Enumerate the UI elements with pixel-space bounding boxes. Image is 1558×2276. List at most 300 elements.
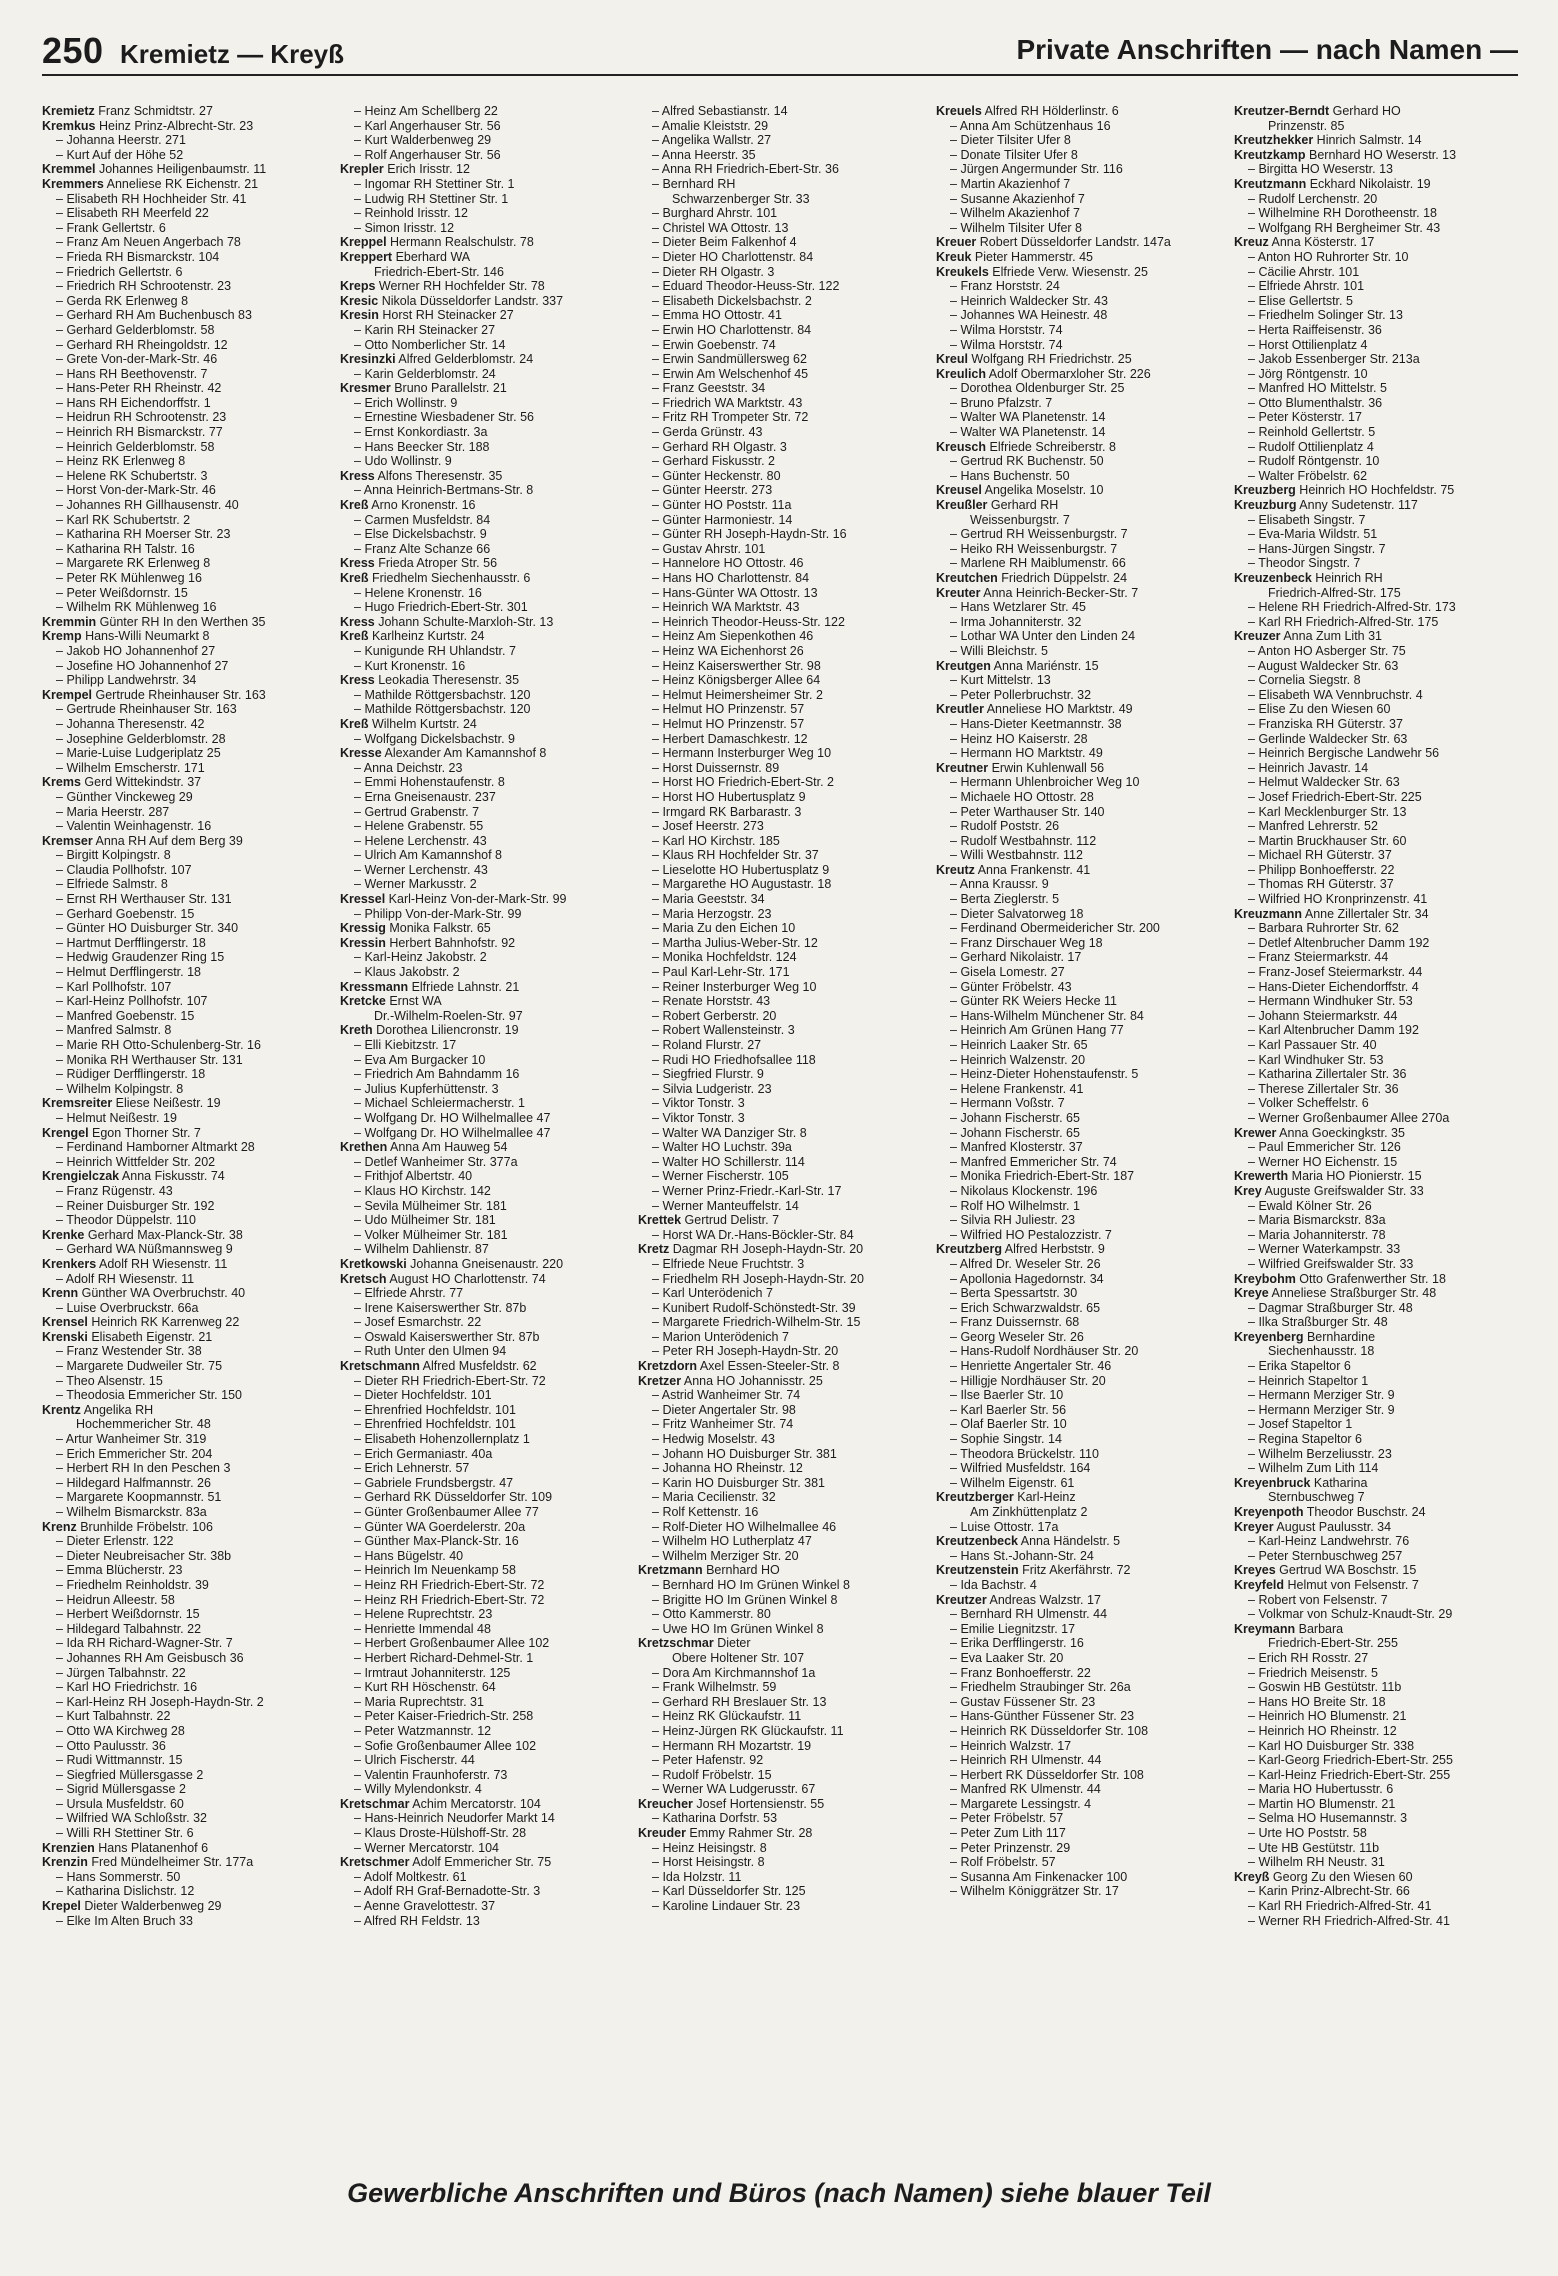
directory-entry (42, 1388, 326, 1403)
entry-text: Wilhelm Tilsiter Ufer 8 (960, 220, 1082, 235)
surname: Krepler (340, 162, 384, 177)
entry-text: Elfriede Ahrstr. 77 (364, 1286, 464, 1301)
entry-text: Johannes RH Gillhausenstr. 40 (66, 498, 239, 513)
entry-text: Kurt Talbahnstr. 22 (66, 1709, 171, 1724)
directory-entry (42, 1155, 326, 1170)
entry-text: Siegfried Flurstr. 9 (662, 1067, 764, 1082)
directory-entry (42, 265, 326, 280)
entry-text: Anna Mariénstr. 15 (990, 658, 1099, 673)
surname: Kressig (340, 921, 386, 936)
directory-entry-surname (42, 104, 326, 119)
entry-text: Sofie Großenbaumer Allee 102 (364, 1738, 537, 1753)
directory-entry (936, 980, 1220, 995)
entry-text: Elke Im Alten Bruch 33 (66, 1913, 193, 1928)
directory-entry (1234, 1199, 1518, 1214)
surname: Kress (340, 468, 375, 483)
entry-text: Erich Wollinstr. 9 (364, 395, 458, 410)
directory-entry (1234, 1593, 1518, 1608)
entry-text: Martin Akazienhof 7 (960, 176, 1071, 191)
directory-entry (42, 571, 326, 586)
entry-text: Wilhelm Zum Lith 114 (1258, 1461, 1379, 1476)
directory-entry (42, 1622, 326, 1637)
entry-text: Johann Fischerstr. 65 (960, 1110, 1080, 1125)
entry-text: Georg Zu den Wiesen 60 (1269, 1869, 1413, 1884)
entry-text: Horst Ottilienplatz 4 (1258, 337, 1368, 352)
entry-text: Emmy Rahmer Str. 28 (685, 1826, 813, 1841)
entry-text: Dieter Beim Falkenhof 4 (662, 235, 797, 250)
directory-entry (1234, 1009, 1518, 1024)
directory-entry (42, 235, 326, 250)
entry-text: Werner Prinz-Friedr.-Karl-Str. 17 (662, 1183, 842, 1198)
entry-text: Hans Sommerstr. 50 (66, 1869, 181, 1884)
surname: Krenzien (42, 1840, 95, 1855)
surname: Kreutzmann (1234, 176, 1307, 191)
entry-text: Heinrich Am Grünen Hang 77 (960, 1023, 1124, 1038)
directory-entry (42, 644, 326, 659)
directory-entry (1234, 1257, 1518, 1272)
surname: Kretz (638, 1242, 670, 1257)
directory-entry (1234, 192, 1518, 207)
directory-entry (936, 600, 1220, 615)
surname: Krensel (42, 1315, 88, 1330)
entry-text: Erwin Kuhlenwall 56 (988, 760, 1105, 775)
surname: Krenkers (42, 1256, 97, 1271)
entry-text: Willi RH Stettiner Str. 6 (66, 1826, 194, 1841)
directory-entry (936, 177, 1220, 192)
directory-entry-surname (936, 352, 1220, 367)
entry-text: Friedrich Am Bahndamm 16 (364, 1067, 520, 1082)
entry-text: Valentin Fraunhoferstr. 73 (364, 1767, 508, 1782)
directory-entry (340, 688, 624, 703)
directory-entry (638, 1724, 922, 1739)
directory-entry (42, 936, 326, 951)
directory-entry (936, 1578, 1220, 1593)
entry-text: Elisabeth RH Hochheider Str. 41 (66, 191, 247, 206)
directory-entry (1234, 1549, 1518, 1564)
surname: Kreß (340, 629, 369, 644)
entry-text: Eduard Theodor-Heuss-Str. 122 (662, 279, 840, 294)
directory-entry (638, 338, 922, 353)
entry-text: Dieter Hochfeldstr. 101 (364, 1388, 492, 1403)
directory-entry (1234, 1023, 1518, 1038)
entry-text: Apollonia Hagedornstr. 34 (959, 1271, 1104, 1286)
directory-entry (638, 323, 922, 338)
directory-entry (1234, 659, 1518, 674)
surname: Kreß (340, 571, 369, 585)
directory-entry (340, 1563, 624, 1578)
directory-entry-surname (1234, 1272, 1518, 1287)
entry-text: Heinz Am Siepenkothen 46 (662, 629, 814, 644)
entry-text: Maria Herzogstr. 23 (662, 906, 772, 921)
directory-entry (340, 1534, 624, 1549)
entry-text: Maria Geeststr. 34 (662, 892, 765, 907)
directory-column (1234, 104, 1518, 2144)
entry-text: Mathilde Röttgersbachstr. 120 (364, 702, 531, 717)
entry-text: Hans-Jürgen Singstr. 7 (1258, 541, 1386, 556)
directory-entry (1234, 308, 1518, 323)
entry-text: Rudolf Fröbelstr. 15 (662, 1767, 772, 1782)
entry-text: Horst Heisingstr. 8 (662, 1855, 765, 1870)
directory-entry (42, 338, 326, 353)
directory-entry (936, 221, 1220, 236)
entry-text: Theodor Singstr. 7 (1258, 556, 1361, 571)
entry-text: Silvia Ludgeristr. 23 (662, 1081, 772, 1096)
directory-entry (1234, 250, 1518, 265)
directory-entry (1234, 1140, 1518, 1155)
directory-entry (936, 1169, 1220, 1184)
directory-entry (42, 1914, 326, 1929)
directory-entry (42, 1111, 326, 1126)
entry-text: Katharina RH Talstr. 16 (66, 541, 195, 556)
entry-text: Burghard Ahrstr. 101 (662, 206, 778, 221)
entry-text: Franz Alte Schanze 66 (364, 541, 491, 556)
directory-entry (638, 1534, 922, 1549)
directory-entry (1234, 746, 1518, 761)
entry-text: Dagmar RH Joseph-Haydn-Str. 20 (669, 1242, 864, 1257)
directory-entry (638, 1593, 922, 1608)
entry-text: Eckhard Nikolaistr. 19 (1306, 176, 1431, 191)
directory-entry (42, 1797, 326, 1812)
entry-text: Ferdinand Hamborner Altmarkt 28 (66, 1140, 255, 1155)
entry-text: Volkmar von Schulz-Knaudt-Str. 29 (1258, 1607, 1453, 1622)
entry-text: Martin HO Blumenstr. 21 (1258, 1796, 1396, 1811)
entry-text: Heidrun Alleestr. 58 (66, 1592, 175, 1607)
directory-entry (1234, 1666, 1518, 1681)
directory-entry-surname (42, 1899, 326, 1914)
directory-entry (1234, 1447, 1518, 1462)
entry-text: Weissenburgstr. 7 (970, 512, 1070, 527)
directory-entry (638, 994, 922, 1009)
directory-column (340, 104, 624, 2144)
entry-text: Hans HO Charlottenstr. 84 (662, 571, 810, 585)
entry-text: Hochemmericher Str. 48 (76, 1417, 211, 1432)
directory-entry (42, 1607, 326, 1622)
surname: Kreutgen (936, 658, 991, 673)
directory-entry-surname (42, 119, 326, 134)
entry-text: Luise Ottostr. 17a (960, 1519, 1059, 1534)
directory-entry (1234, 761, 1518, 776)
directory-entry-surname (1234, 629, 1518, 644)
directory-entry (638, 1709, 922, 1724)
directory-entry (1234, 1096, 1518, 1111)
directory-entry (638, 1403, 922, 1418)
directory-entry-surname (936, 1490, 1220, 1505)
directory-entry (936, 162, 1220, 177)
directory-entry (638, 1578, 922, 1593)
directory-entry (1234, 805, 1518, 820)
directory-entry (1234, 1155, 1518, 1170)
directory-entry (42, 1563, 326, 1578)
directory-entry (936, 1870, 1220, 1885)
directory-entry (1234, 644, 1518, 659)
directory-entry (42, 148, 326, 163)
entry-text: Elfriede Ahrstr. 101 (1258, 279, 1365, 294)
entry-text: Friedhelm Solinger Str. 13 (1258, 308, 1403, 323)
directory-entry (1234, 1680, 1518, 1695)
directory-entry (936, 527, 1220, 542)
directory-entry (42, 600, 326, 615)
directory-entry-surname (1234, 133, 1518, 148)
directory-entry (638, 1651, 922, 1666)
entry-text: Carmen Musfeldstr. 84 (364, 512, 491, 527)
entry-text: Johann Steiermarkstr. 44 (1258, 1008, 1398, 1023)
directory-entry (42, 250, 326, 265)
surname: Kreyfeld (1234, 1577, 1285, 1592)
entry-text: Karin RH Steinacker 27 (364, 322, 496, 337)
entry-text: Walter HO Luchstr. 39a (662, 1140, 792, 1155)
entry-text: Rudolf Röntgenstr. 10 (1258, 454, 1380, 469)
directory-entry-surname (340, 936, 624, 951)
directory-entry (42, 454, 326, 469)
directory-entry (340, 1432, 624, 1447)
entry-text: Friedhelm Siechenhausstr. 6 (368, 571, 531, 585)
entry-text: Alfred Musfeldstr. 62 (419, 1359, 537, 1374)
entry-text: Theodora Brückelstr. 110 (960, 1446, 1099, 1461)
entry-text: Karoline Lindauer Str. 23 (662, 1899, 801, 1914)
entry-text: Donate Tilsiter Ufer 8 (960, 147, 1078, 162)
entry-text: Helene Ruprechtstr. 23 (364, 1607, 493, 1622)
directory-entry-surname (936, 265, 1220, 280)
directory-entry (42, 717, 326, 732)
directory-entry (42, 556, 326, 571)
directory-entry-surname (340, 615, 624, 630)
directory-entry (638, 542, 922, 557)
directory-entry (42, 1023, 326, 1038)
directory-entry-surname (42, 1286, 326, 1301)
directory-entry (42, 1651, 326, 1666)
directory-entry (936, 1023, 1220, 1038)
directory-entry (1234, 1082, 1518, 1097)
directory-entry-surname (936, 235, 1220, 250)
directory-entry (936, 790, 1220, 805)
entry-text: Maria Zu den Eichen 10 (662, 921, 796, 936)
directory-entry (638, 1301, 922, 1316)
directory-entry (936, 1126, 1220, 1141)
directory-entry (340, 950, 624, 965)
entry-text: Renate Horststr. 43 (662, 994, 771, 1009)
directory-entry (638, 1053, 922, 1068)
entry-text: Gerhard RH Olgastr. 3 (662, 439, 787, 454)
directory-entry (638, 265, 922, 280)
directory-entry-surname (1234, 1169, 1518, 1184)
directory-entry-surname (42, 775, 326, 790)
directory-entry (936, 644, 1220, 659)
entry-text: Manfred Goebenstr. 15 (66, 1008, 195, 1023)
entry-text: Hans HO Breite Str. 18 (1258, 1694, 1386, 1709)
directory-entry (42, 1082, 326, 1097)
directory-entry-surname (340, 498, 624, 513)
directory-entry (936, 1549, 1220, 1564)
entry-text: Herbert Weißdornstr. 15 (66, 1607, 200, 1622)
directory-entry (1234, 1432, 1518, 1447)
directory-entry (340, 1461, 624, 1476)
entry-text: Wilfried Greifswalder Str. 33 (1258, 1256, 1414, 1271)
entry-text: Angelika RH (80, 1402, 154, 1417)
directory-entry (42, 1301, 326, 1316)
directory-entry (42, 907, 326, 922)
directory-entry (638, 1447, 922, 1462)
entry-text: Therese Zillertaler Str. 36 (1258, 1081, 1399, 1096)
directory-entry (1234, 732, 1518, 747)
entry-text: Barbara Ruhrorter Str. 62 (1258, 921, 1399, 936)
entry-text: Gertrud Delistr. 7 (681, 1213, 780, 1228)
entry-text: Dorothea Oldenburger Str. 25 (960, 381, 1125, 396)
directory-entry (638, 279, 922, 294)
directory-entry (340, 965, 624, 980)
entry-text: Günter WA Goerdelerstr. 20a (364, 1519, 526, 1534)
directory-entry-surname (1234, 177, 1518, 192)
entry-text: Jakob Essenberger Str. 213a (1258, 352, 1420, 367)
directory-entry (1234, 469, 1518, 484)
directory-entry (638, 352, 922, 367)
entry-text: Robert von Felsenstr. 7 (1258, 1592, 1388, 1607)
surname: Kreuels (936, 104, 982, 118)
entry-text: Leokadia Theresenstr. 35 (374, 673, 520, 688)
directory-entry-surname (638, 1563, 922, 1578)
directory-entry-surname (42, 1403, 326, 1418)
entry-text: Claudia Pollhofstr. 107 (66, 862, 192, 877)
directory-entry (936, 1826, 1220, 1841)
entry-text: Helmut HO Prinzenstr. 57 (662, 716, 805, 731)
directory-entry (340, 338, 624, 353)
surname: Krentz (42, 1402, 81, 1417)
directory-entry (42, 1768, 326, 1783)
directory-entry (340, 702, 624, 717)
surname: Kresse (340, 746, 382, 761)
entry-text: Franz Duissernstr. 68 (960, 1315, 1080, 1330)
entry-text: Wilhelm RH Neustr. 31 (1258, 1855, 1385, 1870)
directory-entry (1234, 1388, 1518, 1403)
directory-entry (638, 1082, 922, 1097)
directory-entry (42, 892, 326, 907)
entry-text: Lieselotte HO Hubertusplatz 9 (662, 862, 830, 877)
entry-text: Friedhelm RH Joseph-Haydn-Str. 20 (662, 1271, 864, 1286)
directory-entry (340, 425, 624, 440)
entry-text: Karl-Heinz Von-der-Mark-Str. 99 (385, 892, 567, 907)
directory-column (936, 104, 1220, 2144)
entry-text: Heinz Heisingstr. 8 (662, 1840, 767, 1855)
directory-entry (340, 1505, 624, 1520)
directory-entry (936, 1461, 1220, 1476)
header-left (42, 30, 344, 72)
entry-text: Horst Von-der-Mark-Str. 46 (66, 483, 216, 498)
directory-entry (638, 1870, 922, 1885)
entry-text: Hans RH Beethovenstr. 7 (66, 366, 208, 381)
entry-text: Roland Flurstr. 27 (662, 1038, 762, 1052)
directory-entry (1234, 790, 1518, 805)
entry-text: Hans-Wilhelm Münchener Str. 84 (960, 1008, 1144, 1023)
entry-text: Paul Karl-Lehr-Str. 171 (662, 965, 790, 980)
entry-text: Peter Hafenstr. 92 (662, 1753, 764, 1768)
directory-entry (936, 206, 1220, 221)
directory-entry (42, 1344, 326, 1359)
entry-text: Goswin HB Gestütstr. 11b (1258, 1680, 1402, 1695)
entry-text: Franz Schmidtstr. 27 (94, 104, 213, 118)
directory-entry (42, 732, 326, 747)
surname: Kretschmar (340, 1796, 410, 1811)
entry-text: Karl-Heinz Landwehrstr. 76 (1258, 1534, 1410, 1549)
directory-entry (42, 805, 326, 820)
entry-text: Ernst WA (385, 994, 442, 1009)
entry-text: Gerda Grünstr. 43 (662, 425, 763, 440)
surname: Kreulich (936, 366, 987, 381)
directory-entry (340, 1651, 624, 1666)
directory-column (638, 104, 922, 2144)
directory-entry-surname (936, 1563, 1220, 1578)
entry-text: Karl HO Duisburger Str. 338 (1258, 1738, 1415, 1753)
directory-entry (1234, 819, 1518, 834)
entry-text: Axel Essen-Steeler-Str. 8 (697, 1359, 840, 1374)
entry-text: Regina Stapeltor 6 (1258, 1432, 1362, 1447)
directory-entry-surname (340, 717, 624, 732)
directory-entry (42, 352, 326, 367)
entry-text: Margarete Friedrich-Wilhelm-Str. 15 (662, 1315, 861, 1330)
directory-entry (42, 1447, 326, 1462)
directory-entry-surname (340, 469, 624, 484)
entry-text: Marion Unterödenich 7 (662, 1329, 789, 1344)
directory-entry (638, 615, 922, 630)
directory-entry (42, 659, 326, 674)
entry-text: Ilse Baerler Str. 10 (960, 1388, 1064, 1403)
directory-entry (638, 1607, 922, 1622)
entry-text: Gerhard RH (987, 498, 1059, 513)
entry-text: Gerhard RK Düsseldorfer Str. 109 (364, 1490, 553, 1505)
entry-text: Udo Mülheimer Str. 181 (364, 1213, 496, 1228)
entry-text: Hans-Dieter Eichendorffstr. 4 (1258, 979, 1419, 994)
directory-entry (42, 819, 326, 834)
directory-entry (638, 119, 922, 134)
entry-text: Anna Goeckingkstr. 35 (1276, 1125, 1405, 1140)
directory-entry-surname (340, 629, 624, 644)
entry-text: Ernst Konkordiastr. 3a (364, 425, 488, 440)
surname: Kresic (340, 293, 379, 308)
directory-entry (42, 1724, 326, 1739)
directory-entry (936, 892, 1220, 907)
entry-text: Erwin Goebenstr. 74 (662, 337, 776, 352)
directory-entry-surname (340, 746, 624, 761)
entry-text: Peter Pollerbruchstr. 32 (960, 687, 1092, 702)
directory-entry (42, 381, 326, 396)
entry-text: Günther WA Overbruchstr. 40 (78, 1286, 246, 1301)
entry-text: Katharina RH Moerser Str. 23 (66, 527, 231, 542)
directory-entry (638, 410, 922, 425)
directory-entry (1234, 1038, 1518, 1053)
surname: Krempel (42, 687, 93, 702)
entry-text: Hans-Heinrich Neudorfer Markt 14 (364, 1811, 555, 1826)
entry-text: Arno Kronenstr. 16 (368, 498, 476, 513)
directory-entry (1234, 1695, 1518, 1710)
directory-entry (42, 294, 326, 309)
entry-text: Erich RH Rosstr. 27 (1258, 1650, 1369, 1665)
entry-text: Franz-Josef Steiermarkstr. 44 (1258, 965, 1423, 980)
directory-entry (340, 1417, 624, 1432)
entry-text: Alfred RH Feldstr. 13 (363, 1913, 480, 1928)
entry-text: Martin Bruckhauser Str. 60 (1258, 833, 1407, 848)
directory-entry (638, 454, 922, 469)
directory-entry-surname (42, 688, 326, 703)
directory-entry (638, 892, 922, 907)
entry-text: Anna Kösterstr. 17 (1268, 235, 1375, 250)
directory-entry (42, 221, 326, 236)
surname: Kremser (42, 833, 93, 848)
entry-text: Hans Beecker Str. 188 (364, 439, 490, 454)
directory-entry (340, 367, 624, 382)
directory-entry (340, 1301, 624, 1316)
entry-text: Rolf Kettenstr. 16 (662, 1505, 759, 1519)
entry-text: Franz Dirschauer Weg 18 (960, 935, 1103, 950)
directory-entry (42, 1417, 326, 1432)
entry-text: Henriette Immendal 48 (364, 1621, 491, 1636)
